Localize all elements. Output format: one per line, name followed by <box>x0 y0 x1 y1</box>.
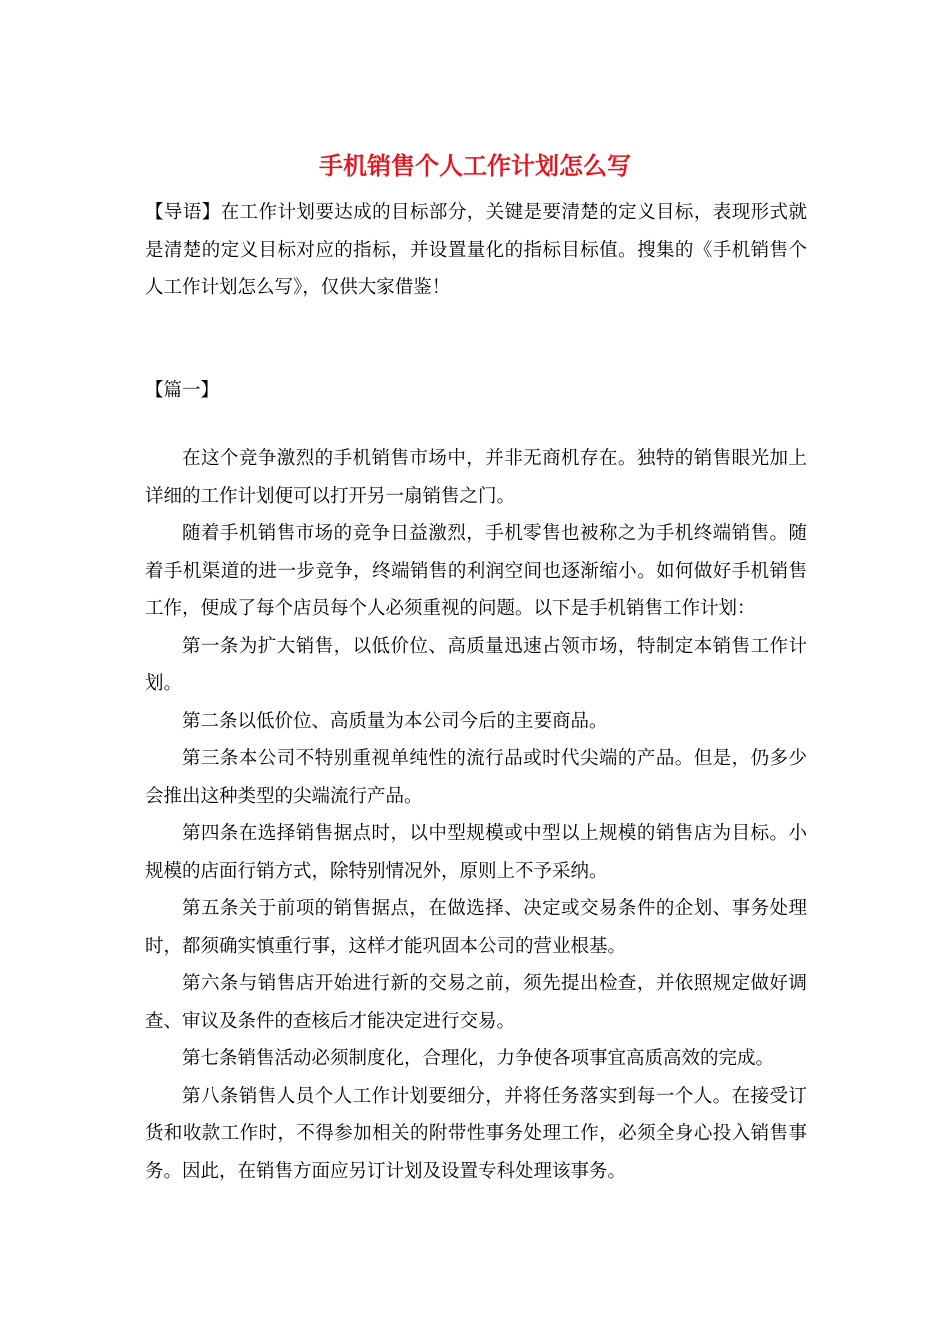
body-paragraph-4: 第二条以低价位、高质量为本公司今后的主要商品。 <box>182 710 608 732</box>
intro-paragraph: 【导语】在工作计划要达成的目标部分，关键是要清楚的定义目标，表现形式就是清楚的定义目标对应的指标，并设置量化的指标目标值。搜集的《手机销售个人工作计划怎么写》，仅供大家借鉴！ <box>145 202 807 298</box>
document-title: 手机销售个人工作计划怎么写 <box>319 151 631 180</box>
body-paragraph-10: 第八条销售人员个人工作计划要细分，并将任务落实到每一个人。在接受订货和收款工作时，不得参加相关的附带性事务处理工作，必须全身心投入销售事务。因此，在销售方面应另订计划及设置专科处理该事务。 <box>145 1085 807 1182</box>
body-text <box>145 440 807 1190</box>
body-paragraph-1: 在这个竞争激烈的手机销售市场中，并非无商机存在。独特的销售眼光加上详细的工作计划便可以打开另一扇销售之门。 <box>145 448 807 507</box>
body-paragraph-9: 第七条销售活动必须制度化，合理化，力争使各项事宜高质高效的完成。 <box>182 1048 775 1069</box>
body-paragraph-3: 第一条为扩大销售，以低价位、高质量迅速占领市场，特制定本销售工作计划。 <box>145 635 807 694</box>
body-paragraph-6: 第四条在选择销售据点时，以中型规模或中型以上规模的销售店为目标。小规模的店面行销方式，除特别情况外，原则上不予采纳。 <box>145 823 807 882</box>
section-label: 【篇一】 <box>145 380 220 401</box>
body-paragraph-2: 随着手机销售市场的竞争日益激烈，手机零售也被称之为手机终端销售。随着手机渠道的进一步竞争，终端销售的利润空间也逐渐缩小。如何做好手机销售工作，便成了每个店员每个人必须重视的问题。以下是手机销售工作计划： <box>145 523 807 619</box>
body-paragraph-5: 第三条本公司不特别重视单纯性的流行品或时代尖端的产品。但是，仍多少会推出这种类型的尖端流行产品。 <box>145 748 807 807</box>
body-paragraph-7: 第五条关于前项的销售据点，在做选择、决定或交易条件的企划、事务处理时，都须确实慎重行事，这样才能巩固本公司的营业根基。 <box>145 898 807 957</box>
body-paragraph-8: 第六条与销售店开始进行新的交易之前，须先提出检查，并依照规定做好调查、审议及条件的查核后才能决定进行交易。 <box>145 973 807 1032</box>
